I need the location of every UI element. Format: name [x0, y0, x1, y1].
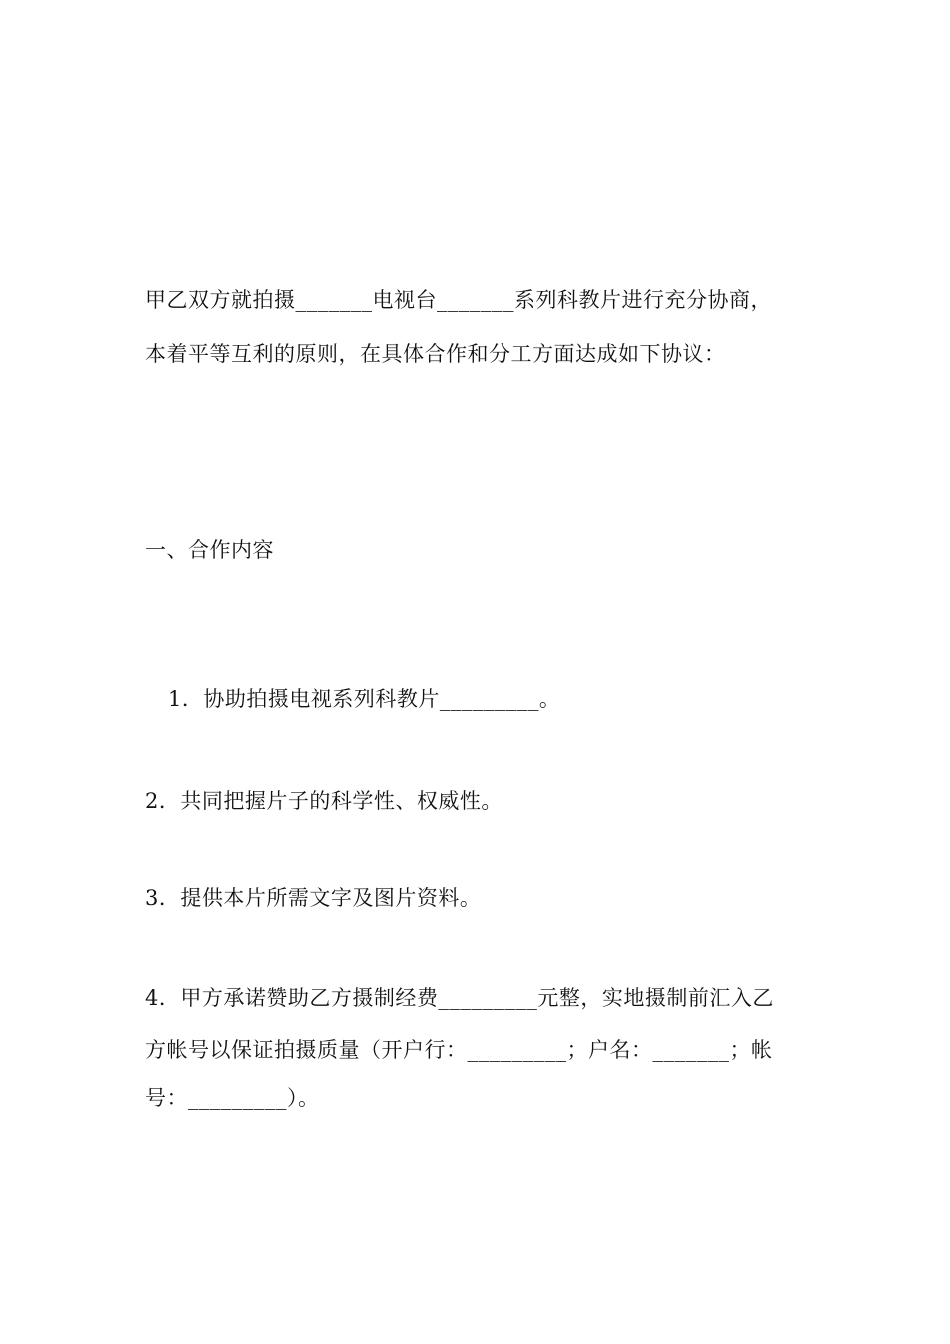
- list-item-3: 3．提供本片所需文字及图片资料。: [145, 886, 482, 910]
- list-item-2: 2．共同把握片子的科学性、权威性。: [145, 789, 503, 813]
- list-item-4-line-2: 方帐号以保证拍摄质量（开户行：_________；户名：_______；帐: [145, 1038, 773, 1062]
- list-item-4-line-3: 号：_________）。: [145, 1086, 320, 1110]
- list-item-4-line-1: 4．甲方承诺赞助乙方摄制经费_________元整，实地摄制前汇入乙: [145, 986, 774, 1010]
- list-item-1: 1．协助拍摄电视系列科教片_________。: [168, 687, 561, 711]
- intro-line-1: 甲乙双方就拍摄_______电视台_______系列科教片进行充分协商，: [145, 288, 772, 312]
- intro-line-2: 本着平等互利的原则，在具体合作和分工方面达成如下协议：: [145, 342, 726, 366]
- section-heading: 一、合作内容: [145, 538, 274, 562]
